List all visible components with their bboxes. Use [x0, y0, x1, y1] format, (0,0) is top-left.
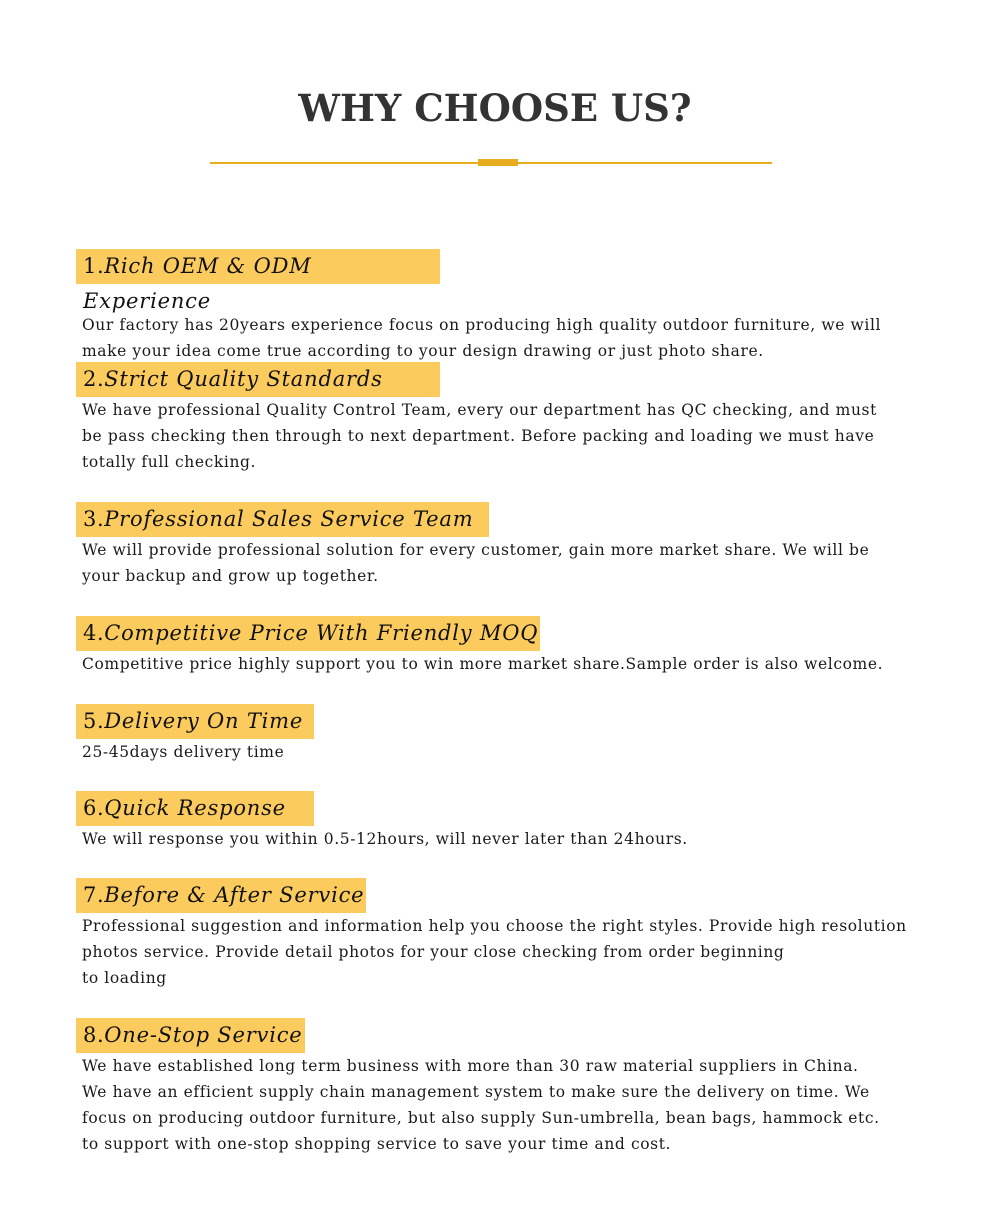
section-number: 5. [83, 709, 105, 733]
section-heading [76, 878, 366, 913]
section-title: Professional Sales Service Team [104, 507, 474, 531]
section-body: Competitive price highly support you to win more market share.Sample order is also welcome. [82, 655, 884, 673]
title-divider-accent [478, 159, 518, 166]
section-body: Professional suggestion and information help you choose the right styles. Provide high resolution photos service. Provide detail photos for your close checking from order beginning to loading [82, 917, 907, 987]
section-quick-response [76, 791, 936, 852]
section-delivery [76, 704, 936, 765]
section-body: Our factory has 20years experience focus on producing high quality outdoor furniture, we will make your idea come true according to your design drawing or just photo share. [82, 316, 882, 360]
section-heading [76, 791, 314, 826]
section-number: 6. [83, 796, 105, 820]
section-body: We have professional Quality Control Team, every our department has QC checking, and must be pass checking then through to next department. Before packing and loading we must have totally full checking. [82, 401, 877, 471]
section-title: Competitive Price With Friendly MOQ [104, 621, 539, 645]
section-number: 4. [83, 621, 105, 645]
section-title: Rich OEM & ODM Experience [83, 254, 312, 313]
section-body: 25-45days delivery time [82, 743, 285, 761]
section-heading [76, 362, 440, 397]
section-number: 1. [83, 254, 105, 278]
section-title: Delivery On Time [104, 709, 304, 733]
section-one-stop-service [76, 1018, 936, 1157]
section-sales-team [76, 502, 936, 589]
section-heading [76, 502, 489, 537]
section-competitive-price [76, 616, 936, 677]
section-title: Before & After Service [104, 883, 365, 907]
section-title: One-Stop Service [104, 1023, 303, 1047]
section-rich-oem-odm [76, 249, 936, 364]
section-number: 3. [83, 507, 105, 531]
section-quality-standards [76, 362, 936, 475]
section-title: Quick Response [104, 796, 286, 820]
section-title: Strict Quality Standards [104, 367, 383, 391]
section-body: We will provide professional solution for every customer, gain more market share. We will be your backup and grow up together. [82, 541, 870, 585]
section-before-after-service [76, 878, 936, 991]
section-heading [76, 1018, 305, 1053]
section-body: We have established long term business with more than 30 raw material suppliers in China. We have an efficient supply chain management system to make sure the delivery on time. We focus on producing outdoor furniture, but also supply Sun-umbrella, bean bags, hammock etc. to support with one-stop shopping service to save your time and cost. [82, 1057, 880, 1153]
section-heading [76, 249, 440, 313]
section-heading [76, 704, 314, 739]
section-heading [76, 616, 540, 651]
page-title: WHY CHOOSE US? [298, 86, 692, 130]
section-number: 7. [83, 883, 105, 907]
section-number: 2. [83, 367, 105, 391]
section-number: 8. [83, 1023, 105, 1047]
section-body: We will response you within 0.5-12hours, will never later than 24hours. [82, 830, 688, 848]
